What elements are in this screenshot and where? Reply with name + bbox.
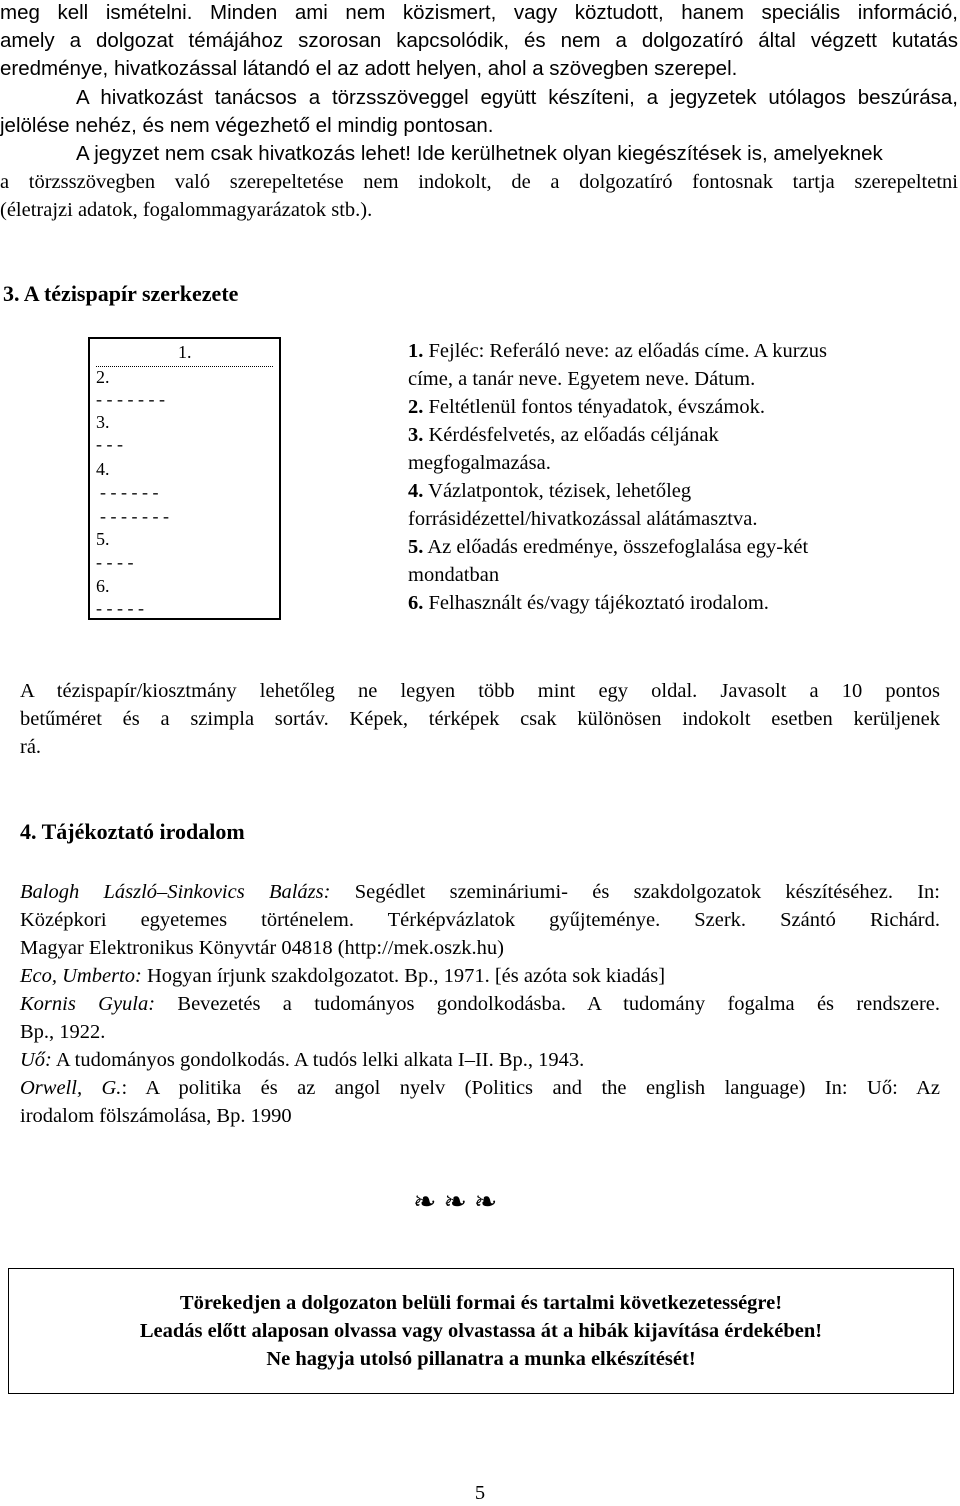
paragraph-line: rá. [20, 736, 42, 758]
intro-line: eredménye, hivatkozással látandó el az adott helyen, ahol a szövegben szerepel. [0, 57, 738, 80]
sketch-label: 4. [96, 459, 110, 479]
reference-author: Kornis Gyula: [20, 993, 156, 1015]
intro-line: meg kell ismételni. Minden ami nem közismert, vagy köztudott, hanem speciális információ, [0, 1, 958, 24]
intro-line: a törzsszövegben való szerepeltetése nem indokolt, de a dolgozatíró fontosnak tartja szerepeltetni [0, 171, 958, 193]
sketch-dashes: - - - - - - [100, 482, 159, 502]
thesis-layout-sketch [88, 337, 281, 620]
sketch-dashes: - - - - - [96, 598, 144, 618]
section-heading: 3. A tézispapír szerkezete [3, 281, 239, 306]
sketch-dashes: - - - - - - - [100, 506, 169, 526]
section-heading: 4. Tájékoztató irodalom [20, 819, 245, 844]
sketch-label: 6. [96, 576, 110, 596]
paragraph-line: A tézispapír/kiosztmány lehetőleg ne legyen több mint egy oldal. Javasolt a 10 pontos [20, 680, 940, 702]
reference-entry: Orwell, G.: A politika és az angol nyelv (Politics and the english language) In: Uő: Az [20, 1077, 941, 1099]
reminder-box [8, 1268, 954, 1394]
page-number: 5 [474, 1482, 486, 1504]
reference-line: irodalom fölszámolása, Bp. 1990 [20, 1105, 292, 1127]
list-item: forrásidézettel/hivatkozással alátámasztva. [408, 508, 758, 530]
intro-line: amely a dolgozat témájához szorosan kapcsolódik, és nem a dolgozatíró által végzett kutatás [0, 29, 958, 52]
paragraph-line: betűméret és a szimpla sortáv. Képek, térképek csak különösen indokolt esetben kerüljenek [20, 708, 940, 730]
reference-line: Középkori egyetemes történelem. Térképvázlatok gyűjteménye. Szerk. Szántó Richárd. [20, 909, 940, 931]
sketch-dashes: - - - [96, 434, 123, 454]
reference-line: Bp., 1922. [20, 1021, 106, 1043]
reference-entry: Eco, Umberto: Hogyan írjunk szakdolgozatot. Bp., 1971. [és azóta sok kiadás] [20, 965, 666, 987]
reference-author: Eco, Umberto: [20, 965, 142, 987]
reference-entry: Kornis Gyula: Bevezetés a tudományos gondolkodásba. A tudomány fogalma és rendszere. [20, 993, 940, 1015]
list-item: 5. Az előadás eredménye, összefoglalása egy-két [408, 536, 809, 558]
sketch-label: 5. [96, 529, 110, 549]
reference-author: Balogh László–Sinkovics Balázs: [20, 881, 331, 903]
reminder-line: Törekedjen a dolgozaton belüli formai és tartalmi következetességre! [179, 1292, 783, 1314]
list-item: mondatban [408, 564, 500, 586]
reminder-line: Leadás előtt alaposan olvassa vagy olvastassa át a hibák kijavítása érdekében! [139, 1320, 823, 1342]
sketch-label: 3. [96, 412, 110, 432]
reference-author: Orwell, G. [20, 1077, 122, 1099]
header-divider [96, 366, 273, 367]
reference-line: Magyar Elektronikus Könyvtár 04818 (http://mek.oszk.hu) [20, 937, 504, 959]
intro-line: jelölése nehéz, és nem végezhető el mindig pontosan. [0, 114, 494, 137]
sketch-dashes: - - - - [96, 552, 134, 572]
intro-line: A hivatkozást tanácsos a törzsszöveggel együtt készíteni, a jegyzetek utólagos beszúrása, [76, 86, 958, 109]
list-item: 3. Kérdésfelvetés, az előadás céljának [408, 424, 719, 446]
reference-entry: Balogh László–Sinkovics Balázs: Segédlet szemináriumi- és szakdolgozatok készítéséhez. In: [20, 881, 940, 903]
intro-line: A jegyzet nem csak hivatkozás lehet! Ide kerülhetnek olyan kiegészítések is, amelyeknek [76, 142, 883, 165]
list-item: címe, a tanár neve. Egyetem neve. Dátum. [408, 368, 756, 390]
list-item: 2. Feltétlenül fontos tényadatok, évszámok. [408, 396, 765, 418]
reference-author: Uő: [20, 1049, 52, 1071]
fleuron-ornament-icon: ❧ ❧ ❧ [413, 1187, 498, 1218]
sketch-dashes: - - - - - - - [96, 389, 165, 409]
reminder-line: Ne hagyja utolsó pillanatra a munka elkészítését! [266, 1348, 696, 1370]
list-item: 4. Vázlatpontok, tézisek, lehetőleg [408, 480, 692, 502]
list-item: 6. Felhasznált és/vagy tájékoztató irodalom. [408, 592, 769, 614]
list-item: 1. Fejléc: Referáló neve: az előadás címe. A kurzus [408, 340, 827, 362]
reference-entry: Uő: A tudományos gondolkodás. A tudós lelki alkata I–II. Bp., 1943. [20, 1049, 585, 1071]
list-item: megfogalmazása. [408, 452, 551, 474]
intro-line: (életrajzi adatok, fogalommagyarázatok stb.). [0, 199, 373, 221]
sketch-label: 1. [178, 342, 192, 362]
sketch-label: 2. [96, 367, 110, 387]
